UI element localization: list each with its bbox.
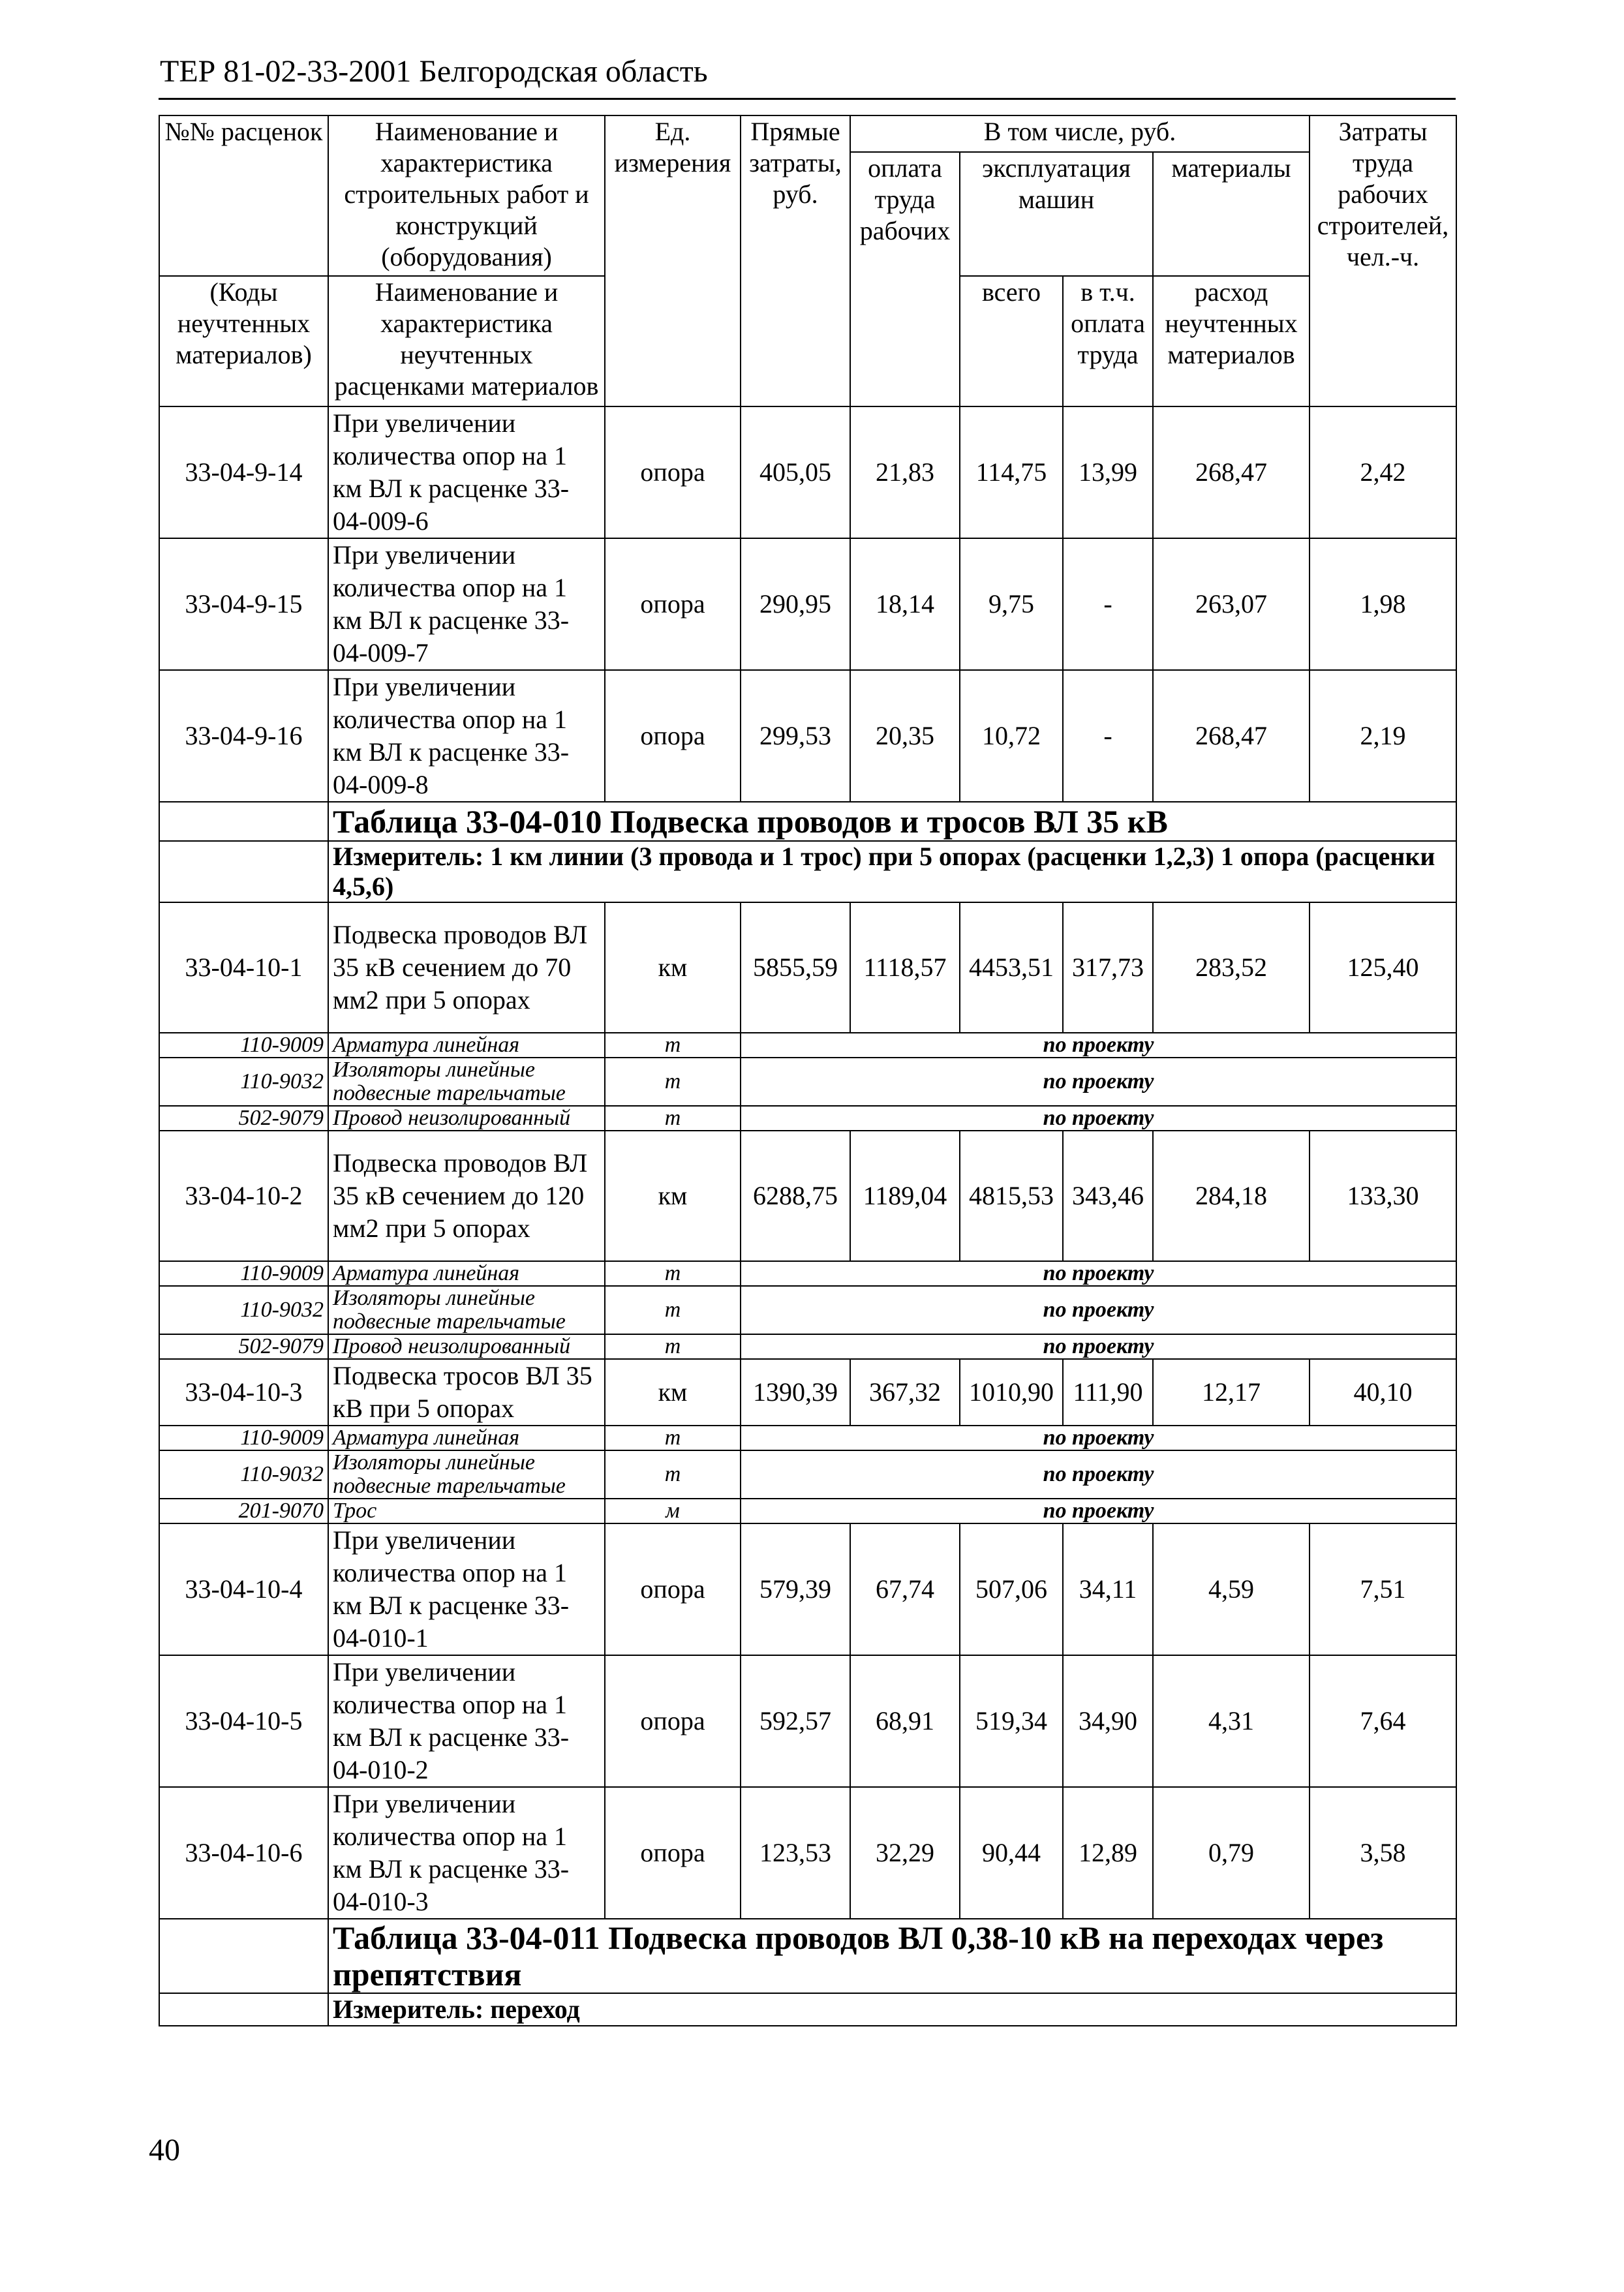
header-col-machines-total: всего — [960, 276, 1063, 406]
material-row — [159, 1450, 1456, 1499]
rate-name: Подвеска проводов ВЛ 35 кВ сечением до 120 мм2 при 5 опорах — [328, 1131, 605, 1261]
rate-materials: 12,17 — [1153, 1359, 1310, 1426]
section-empty-cell — [159, 802, 328, 841]
rate-row — [159, 1359, 1456, 1426]
rate-name: При увеличении количества опор на 1 км ВЛ к расценке 33-04-009-6 — [328, 406, 605, 538]
section-title: Таблица 33-04-011 Подвеска проводов ВЛ 0,38-10 кВ на переходах через препятствия — [328, 1919, 1456, 1993]
table-header — [159, 115, 1456, 406]
rate-unit: км — [605, 902, 741, 1033]
rate-labor: 125,40 — [1310, 902, 1456, 1033]
rate-code: 33-04-9-15 — [159, 538, 328, 670]
rate-code: 33-04-10-1 — [159, 902, 328, 1033]
section-title: Таблица 33-04-010 Подвеска проводов и тросов ВЛ 35 кВ — [328, 802, 1456, 841]
table-body — [159, 406, 1456, 2026]
header-col-material-codes: (Коды неучтенных материалов) — [159, 276, 328, 406]
rate-code: 33-04-9-16 — [159, 670, 328, 802]
rate-row — [159, 1655, 1456, 1787]
rate-machine-wages: - — [1063, 670, 1153, 802]
material-code: 110-9009 — [159, 1033, 328, 1058]
rate-row — [159, 538, 1456, 670]
material-row — [159, 1426, 1456, 1450]
rate-materials: 4,31 — [1153, 1655, 1310, 1787]
rate-row — [159, 406, 1456, 538]
rate-direct-cost: 123,53 — [741, 1787, 850, 1919]
rates-table — [159, 115, 1457, 2026]
measure-row — [159, 1993, 1456, 2026]
rate-unit: опора — [605, 1655, 741, 1787]
rate-code: 33-04-10-3 — [159, 1359, 328, 1426]
material-unit: т — [605, 1334, 741, 1359]
rate-name: При увеличении количества опор на 1 км ВЛ к расценке 33-04-010-1 — [328, 1523, 605, 1655]
rate-machine-wages: 34,11 — [1063, 1523, 1153, 1655]
rate-direct-cost: 405,05 — [741, 406, 850, 538]
header-col-direct: Прямые затраты, руб. — [741, 115, 850, 406]
rate-row — [159, 1523, 1456, 1655]
material-row — [159, 1499, 1456, 1523]
rate-direct-cost: 290,95 — [741, 538, 850, 670]
rate-unit: км — [605, 1131, 741, 1261]
rate-code: 33-04-10-4 — [159, 1523, 328, 1655]
rate-unit: опора — [605, 1787, 741, 1919]
rate-name: Подвеска проводов ВЛ 35 кВ сечением до 70 мм2 при 5 опорах — [328, 902, 605, 1033]
rate-direct-cost: 579,39 — [741, 1523, 850, 1655]
material-name: Изоляторы линейные подвесные тарельчатые — [328, 1058, 605, 1106]
material-code: 502-9079 — [159, 1334, 328, 1359]
rate-unit: опора — [605, 1523, 741, 1655]
rate-materials: 0,79 — [1153, 1787, 1310, 1919]
material-name: Арматура линейная — [328, 1261, 605, 1286]
rate-labor: 133,30 — [1310, 1131, 1456, 1261]
rate-machine-wages: 13,99 — [1063, 406, 1153, 538]
header-col-machines-wages: в т.ч. оплата труда — [1063, 276, 1153, 406]
material-name: Изоляторы линейные подвесные тарельчатые — [328, 1450, 605, 1499]
material-unit: м — [605, 1499, 741, 1523]
material-name: Арматура линейная — [328, 1033, 605, 1058]
rate-machine-wages: 317,73 — [1063, 902, 1153, 1033]
rate-machines: 114,75 — [960, 406, 1063, 538]
rate-machine-wages: 343,46 — [1063, 1131, 1153, 1261]
section-empty-cell — [159, 1919, 328, 1993]
section-row — [159, 802, 1456, 841]
header-col-codes: №№ расценок — [159, 115, 328, 276]
rate-materials: 268,47 — [1153, 406, 1310, 538]
rate-code: 33-04-10-2 — [159, 1131, 328, 1261]
material-note: по проекту — [741, 1033, 1456, 1058]
material-row — [159, 1058, 1456, 1106]
material-unit: т — [605, 1261, 741, 1286]
material-note: по проекту — [741, 1058, 1456, 1106]
measure-empty-cell — [159, 841, 328, 902]
header-col-unaccounted: расход неучтенных материалов — [1153, 276, 1310, 406]
measure-text: Измеритель: 1 км линии (3 провода и 1 трос) при 5 опорах (расценки 1,2,3) 1 опора (расценки 4,5,6) — [328, 841, 1456, 902]
rate-wages: 67,74 — [850, 1523, 960, 1655]
rate-row — [159, 1787, 1456, 1919]
rate-wages: 68,91 — [850, 1655, 960, 1787]
section-row — [159, 1919, 1456, 1993]
material-unit: т — [605, 1106, 741, 1131]
material-code: 110-9032 — [159, 1450, 328, 1499]
rate-direct-cost: 1390,39 — [741, 1359, 850, 1426]
rate-labor: 7,64 — [1310, 1655, 1456, 1787]
rate-materials: 283,52 — [1153, 902, 1310, 1033]
material-unit: т — [605, 1426, 741, 1450]
rate-unit: км — [605, 1359, 741, 1426]
material-note: по проекту — [741, 1334, 1456, 1359]
rate-wages: 20,35 — [850, 670, 960, 802]
rate-name: При увеличении количества опор на 1 км ВЛ к расценке 33-04-009-7 — [328, 538, 605, 670]
material-note: по проекту — [741, 1426, 1456, 1450]
material-code: 110-9009 — [159, 1426, 328, 1450]
material-unit: т — [605, 1058, 741, 1106]
material-code: 110-9009 — [159, 1261, 328, 1286]
material-note: по проекту — [741, 1261, 1456, 1286]
material-unit: т — [605, 1286, 741, 1334]
rate-row — [159, 902, 1456, 1033]
header-col-wages: оплата труда рабочих — [850, 152, 960, 406]
header-col-materials: материалы — [1153, 152, 1310, 276]
rate-wages: 367,32 — [850, 1359, 960, 1426]
rate-materials: 284,18 — [1153, 1131, 1310, 1261]
material-row — [159, 1033, 1456, 1058]
rate-machines: 10,72 — [960, 670, 1063, 802]
material-note: по проекту — [741, 1286, 1456, 1334]
material-note: по проекту — [741, 1499, 1456, 1523]
material-name: Трос — [328, 1499, 605, 1523]
rate-machine-wages: 34,90 — [1063, 1655, 1153, 1787]
rate-labor: 2,42 — [1310, 406, 1456, 538]
material-name: Провод неизолированный — [328, 1334, 605, 1359]
rate-labor: 40,10 — [1310, 1359, 1456, 1426]
header-col-material-names: Наименование и характеристика неучтенных расценками материалов — [328, 276, 605, 406]
rate-labor: 2,19 — [1310, 670, 1456, 802]
rate-machines: 4815,53 — [960, 1131, 1063, 1261]
rate-materials: 4,59 — [1153, 1523, 1310, 1655]
rate-materials: 263,07 — [1153, 538, 1310, 670]
rate-machine-wages: 12,89 — [1063, 1787, 1153, 1919]
material-row — [159, 1261, 1456, 1286]
rate-labor: 3,58 — [1310, 1787, 1456, 1919]
material-name: Изоляторы линейные подвесные тарельчатые — [328, 1286, 605, 1334]
rate-unit: опора — [605, 538, 741, 670]
material-code: 502-9079 — [159, 1106, 328, 1131]
rate-direct-cost: 5855,59 — [741, 902, 850, 1033]
material-code: 110-9032 — [159, 1058, 328, 1106]
rate-machine-wages: - — [1063, 538, 1153, 670]
material-name: Арматура линейная — [328, 1426, 605, 1450]
rate-wages: 18,14 — [850, 538, 960, 670]
rate-machines: 90,44 — [960, 1787, 1063, 1919]
rate-wages: 32,29 — [850, 1787, 960, 1919]
material-name: Провод неизолированный — [328, 1106, 605, 1131]
rate-machines: 1010,90 — [960, 1359, 1063, 1426]
rate-row — [159, 1131, 1456, 1261]
header-col-machines: эксплуатация машин — [960, 152, 1153, 276]
material-note: по проекту — [741, 1106, 1456, 1131]
rate-name: При увеличении количества опор на 1 км ВЛ к расценке 33-04-010-2 — [328, 1655, 605, 1787]
page-header: ТЕР 81-02-33-2001 Белгородская область — [160, 54, 708, 89]
rate-code: 33-04-10-6 — [159, 1787, 328, 1919]
rate-direct-cost: 299,53 — [741, 670, 850, 802]
rate-machines: 507,06 — [960, 1523, 1063, 1655]
header-col-unit: Ед. измерения — [605, 115, 741, 406]
material-row — [159, 1106, 1456, 1131]
rate-unit: опора — [605, 406, 741, 538]
measure-text: Измеритель: переход — [328, 1993, 1456, 2026]
rate-row — [159, 670, 1456, 802]
rate-wages: 1189,04 — [850, 1131, 960, 1261]
material-code: 110-9032 — [159, 1286, 328, 1334]
header-col-name: Наименование и характеристика строительных работ и конструкций (оборудования) — [328, 115, 605, 276]
rate-name: Подвеска тросов ВЛ 35 кВ при 5 опорах — [328, 1359, 605, 1426]
rate-machine-wages: 111,90 — [1063, 1359, 1153, 1426]
rate-machines: 519,34 — [960, 1655, 1063, 1787]
header-rule — [159, 98, 1456, 100]
measure-row — [159, 841, 1456, 902]
rate-name: При увеличении количества опор на 1 км ВЛ к расценке 33-04-010-3 — [328, 1787, 605, 1919]
header-col-including: В том числе, руб. — [850, 115, 1310, 152]
rate-code: 33-04-9-14 — [159, 406, 328, 538]
material-unit: т — [605, 1033, 741, 1058]
rate-name: При увеличении количества опор на 1 км ВЛ к расценке 33-04-009-8 — [328, 670, 605, 802]
page-number: 40 — [149, 2133, 180, 2167]
material-note: по проекту — [741, 1450, 1456, 1499]
material-row — [159, 1286, 1456, 1334]
measure-empty-cell — [159, 1993, 328, 2026]
material-unit: т — [605, 1450, 741, 1499]
header-col-labor: Затраты труда рабочих строителей, чел.-ч. — [1310, 115, 1456, 406]
rate-code: 33-04-10-5 — [159, 1655, 328, 1787]
rate-direct-cost: 592,57 — [741, 1655, 850, 1787]
material-row — [159, 1334, 1456, 1359]
rate-machines: 9,75 — [960, 538, 1063, 670]
rate-unit: опора — [605, 670, 741, 802]
rate-materials: 268,47 — [1153, 670, 1310, 802]
material-code: 201-9070 — [159, 1499, 328, 1523]
rate-wages: 21,83 — [850, 406, 960, 538]
rate-direct-cost: 6288,75 — [741, 1131, 850, 1261]
rate-wages: 1118,57 — [850, 902, 960, 1033]
rate-labor: 7,51 — [1310, 1523, 1456, 1655]
rate-labor: 1,98 — [1310, 538, 1456, 670]
rate-machines: 4453,51 — [960, 902, 1063, 1033]
